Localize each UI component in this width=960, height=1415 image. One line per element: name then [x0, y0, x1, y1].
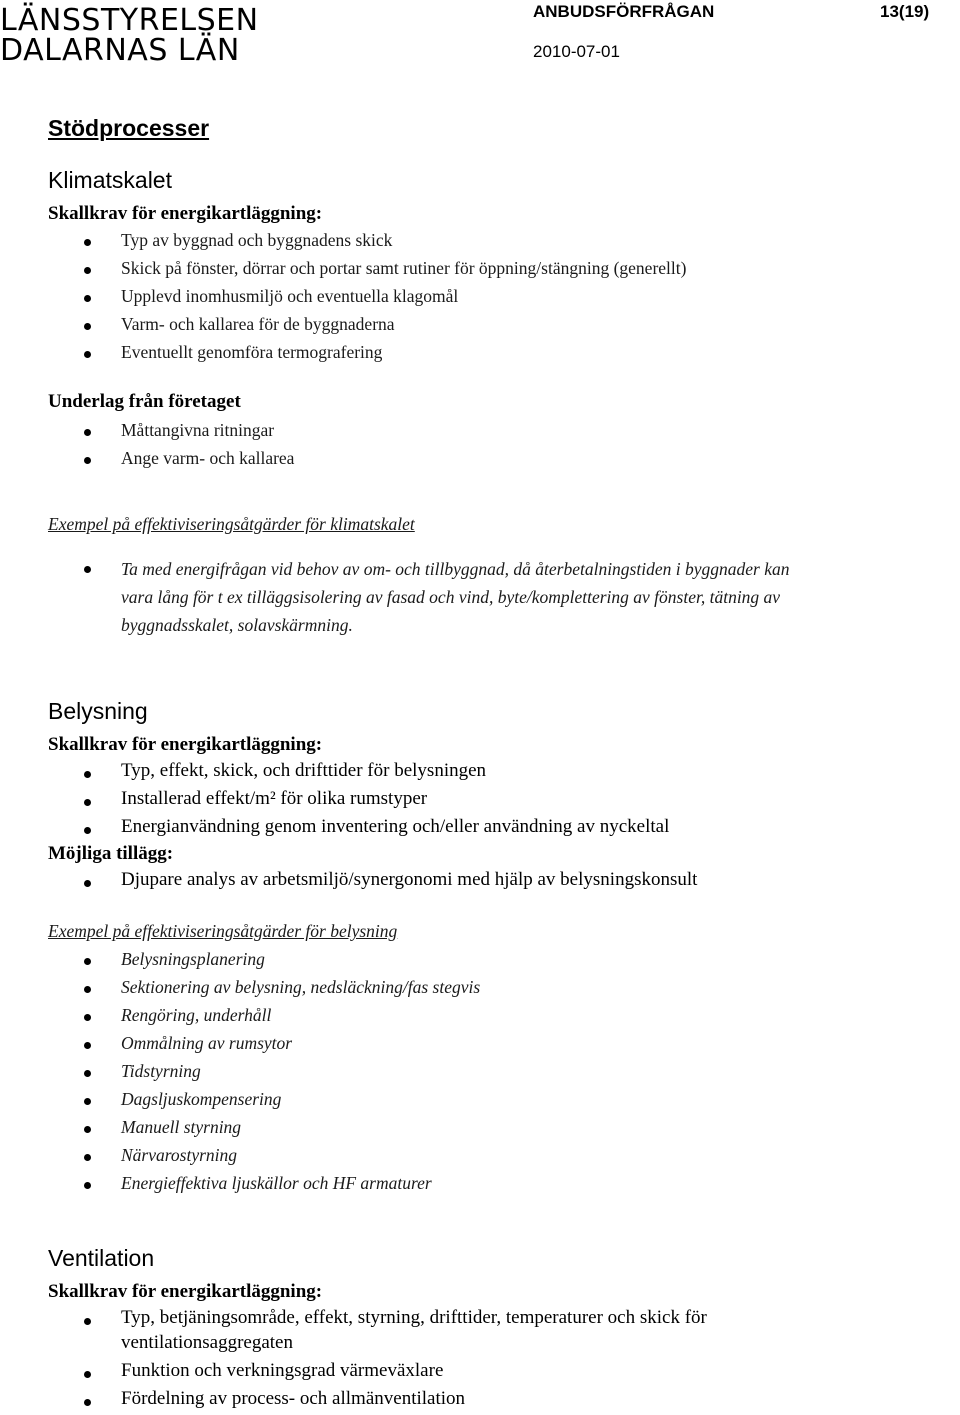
list-item: Installerad effekt/m² för olika rumstyper	[121, 788, 428, 809]
page-title: Stödprocesser	[48, 115, 210, 141]
list-item: Fördelning av process- och allmänventilation	[121, 1388, 466, 1409]
bullet	[84, 351, 91, 358]
extras-label: Möjliga tillägg:	[48, 843, 174, 864]
list-item: Ange varm- och kallarea	[121, 448, 295, 468]
section-title-belysning: Belysning	[48, 698, 148, 724]
section-title-klimatskalet: Klimatskalet	[48, 167, 172, 193]
bullet	[84, 267, 91, 274]
paragraph-line: vara lång för t ex tilläggsisolering av fasad och vind, byte/komplettering av fönster, tätning av	[121, 587, 781, 607]
bullet	[84, 239, 91, 246]
document-date: 2010-07-01	[533, 42, 620, 61]
bullet	[84, 827, 91, 834]
bullet	[84, 323, 91, 330]
list-item: Närvarostyrning	[121, 1145, 238, 1165]
basis-label: Underlag från företaget	[48, 391, 241, 412]
requirements-label: Skallkrav för energikartläggning:	[48, 203, 323, 224]
list-item: Måttangivna ritningar	[121, 420, 275, 440]
list-item: Rengöring, underhåll	[121, 1005, 272, 1025]
requirements-label: Skallkrav för energikartläggning:	[48, 734, 323, 755]
document-type: ANBUDSFÖRFRÅGAN	[533, 2, 715, 21]
example-paragraph	[121, 555, 821, 639]
requirements-label: Skallkrav för energikartläggning:	[48, 1281, 323, 1302]
bullet	[84, 295, 91, 302]
bullet	[84, 986, 91, 993]
logo-line-2: DALARNAS LÄN	[0, 33, 240, 68]
logo-line-1: LÄNSSTYRELSEN	[0, 3, 259, 38]
bullet	[84, 958, 91, 965]
section-title-ventilation: Ventilation	[48, 1245, 155, 1271]
example-heading: Exempel på effektiviseringsåtgärder för belysning	[48, 921, 398, 941]
bullet	[84, 1070, 91, 1077]
list-item: Varm- och kallarea för de byggnaderna	[121, 314, 395, 334]
list-item: Typ, betjäningsområde, effekt, styrning, drifttider, temperaturer och skick för	[121, 1307, 707, 1328]
list-item: Skick på fönster, dörrar och portar samt rutiner för öppning/stängning (generellt)	[121, 258, 687, 278]
list-item: Dagsljuskompensering	[121, 1089, 282, 1109]
example-heading: Exempel på effektiviseringsåtgärder för klimatskalet	[48, 514, 415, 534]
bullet	[84, 799, 91, 806]
list-item: Energianvändning genom inventering och/eller användning av nyckeltal	[121, 816, 670, 837]
paragraph-line: byggnadsskalet, solavskärmning.	[121, 615, 353, 635]
bullet	[84, 457, 91, 464]
list-item: Energieffektiva ljuskällor och HF armaturer	[121, 1173, 432, 1193]
bullet	[84, 880, 91, 887]
list-item: Djupare analys av arbetsmiljö/synergonomi med hjälp av belysningskonsult	[121, 869, 698, 890]
bullet	[84, 1371, 91, 1378]
list-item: Eventuellt genomföra termografering	[121, 342, 383, 362]
bullet	[84, 1098, 91, 1105]
bullet	[84, 1182, 91, 1189]
bullet	[84, 1154, 91, 1161]
paragraph-line: Ta med energifrågan vid behov av om- och tillbyggnad, då återbetalningstiden i byggnader kan	[121, 559, 790, 579]
bullet	[84, 1014, 91, 1021]
bullet	[84, 1399, 91, 1406]
bullet	[84, 1318, 91, 1325]
bullet	[84, 566, 91, 573]
bullet	[84, 1126, 91, 1133]
bullet	[84, 429, 91, 436]
page-number: 13(19)	[880, 2, 930, 21]
list-item: Sektionering av belysning, nedsläckning/fas stegvis	[121, 977, 481, 997]
bullet	[84, 1042, 91, 1049]
list-item: Ommålning av rumsytor	[121, 1033, 293, 1053]
list-item: Funktion och verkningsgrad värmeväxlare	[121, 1360, 444, 1381]
list-item-continuation: ventilationsaggregaten	[121, 1332, 293, 1353]
list-item: Manuell styrning	[121, 1117, 242, 1137]
list-item: Belysningsplanering	[121, 949, 265, 969]
list-item: Tidstyrning	[121, 1061, 201, 1081]
list-item: Typ, effekt, skick, och drifttider för belysningen	[121, 760, 487, 781]
list-item: Typ av byggnad och byggnadens skick	[121, 230, 393, 250]
bullet	[84, 771, 91, 778]
list-item: Upplevd inomhusmiljö och eventuella klagomål	[121, 286, 459, 306]
